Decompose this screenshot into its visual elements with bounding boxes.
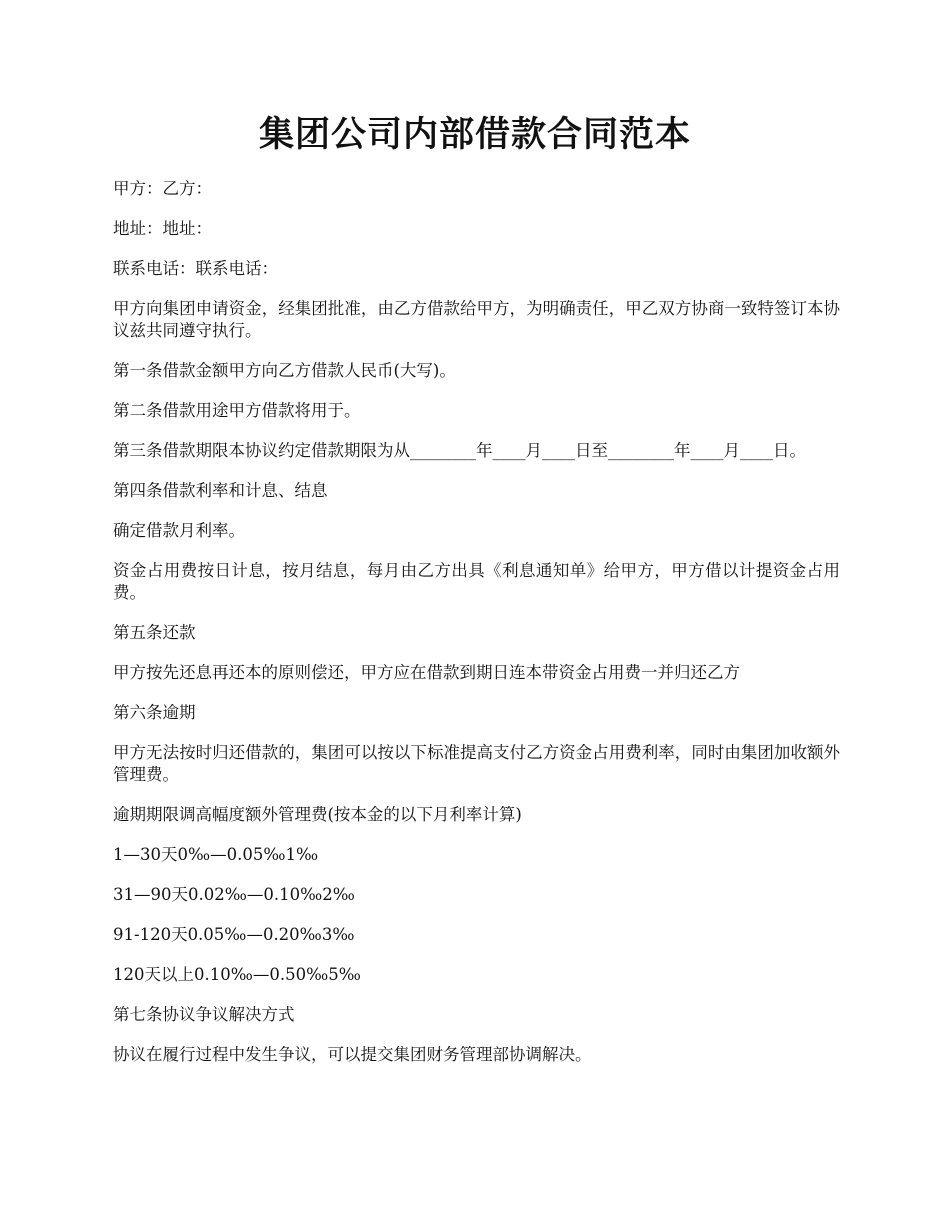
overdue-rate-row: 1—30天0‰—0.05‰1‰ (113, 845, 319, 864)
article-1-amount: 第一条借款金额甲方向乙方借款人民币(大写)。 (113, 361, 456, 380)
party-names: 甲方：乙方： (113, 179, 212, 198)
overdue-rate-row: 120天以上0.10‰—0.50‰5‰ (113, 965, 361, 984)
party-addresses: 地址：地址： (113, 219, 212, 238)
article-7-heading: 第七条协议争议解决方式 (113, 1005, 295, 1024)
overdue-table-header: 逾期期限调高幅度额外管理费(按本金的以下月利率计算) (113, 805, 522, 824)
interest-calculation: 资金占用费按日计息，按月结息，每月由乙方出具《利息通知单》给甲方，甲方借以计提资金占用费。 (113, 561, 840, 602)
article-5-heading: 第五条还款 (113, 623, 196, 642)
article-3-term: 第三条借款期限本协议约定借款期限为从________年____月____日至________年____月____日。 (113, 441, 806, 460)
article-4-heading: 第四条借款利率和计息、结息 (113, 481, 328, 500)
overdue-rate-row: 31—90天0.02‰—0.10‰2‰ (113, 885, 355, 904)
monthly-rate: 确定借款月利率。 (113, 521, 245, 540)
dispute-resolution: 协议在履行过程中发生争议，可以提交集团财务管理部协调解决。 (113, 1045, 592, 1064)
repayment-principle: 甲方按先还息再还本的原则偿还，甲方应在借款到期日连本带资金占用费一并归还乙方 (113, 663, 740, 682)
party-phones: 联系电话：联系电话： (113, 259, 278, 278)
article-2-purpose: 第二条借款用途甲方借款将用于。 (113, 401, 361, 420)
document-body (113, 178, 840, 1084)
article-6-heading: 第六条逾期 (113, 703, 196, 722)
overdue-terms: 甲方无法按时归还借款的，集团可以按以下标准提高支付乙方资金占用费利率，同时由集团加收额外管理费。 (113, 743, 840, 784)
overdue-rate-row: 91-120天0.05‰—0.20‰3‰ (113, 925, 355, 944)
preamble: 甲方向集团申请资金，经集团批准，由乙方借款给甲方，为明确责任，甲乙双方协商一致特签订本协议兹共同遵守执行。 (113, 299, 840, 340)
document-title: 集团公司内部借款合同范本 (258, 114, 691, 155)
